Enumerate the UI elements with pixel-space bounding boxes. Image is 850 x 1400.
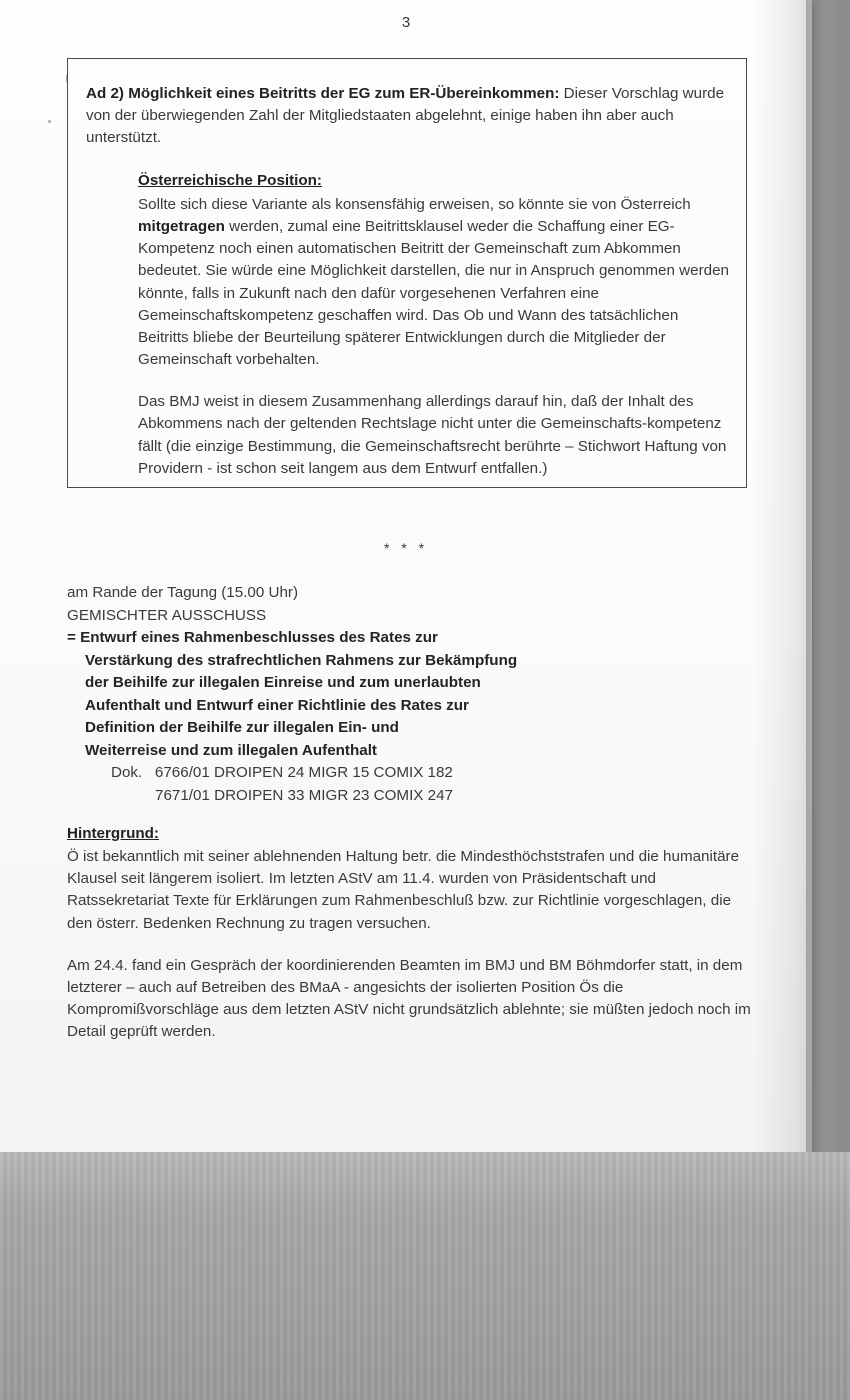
agenda-title-line: Verstärkung des strafrechtlichen Rahmens zur Bekämpfung xyxy=(85,651,518,669)
subheading-austrian-position: Österreichische Position: xyxy=(138,171,322,189)
framed-paragraph-3: Das BMJ weist in diesem Zusammenhang allerdings darauf hin, daß der Inhalt des Abkommens nach der geltenden Rechtslage nicht unter die Gemeinschafts-kompetenz fällt (die einzige Bestimmung, die Gemeinschaftsrecht berührte – Stichwort Haftung von Providern - ist schon seit langem aus dem Entwurf entfallen.) xyxy=(138,393,727,477)
background-paragraph-2: Am 24.4. fand ein Gespräch der koordinierenden Beamten im BMJ und BM Böhmdorfer statt, in dem letzterer – auch auf Betreiben des BMaA - angesichts der isolierten Position Ös die Kompromißvorschläge aus dem letzten AStV nicht grundsätzlich ablehnte; sie müßten jedoch noch im Detail geprüft werden. xyxy=(67,956,751,1041)
agenda-title-line: Definition der Beihilfe zur illegalen Ein- und xyxy=(85,719,399,736)
framed-paragraph-2 xyxy=(138,194,730,372)
document-reference-row xyxy=(155,785,757,808)
document-reference-value: 7671/01 DROIPEN 33 MIGR 23 COMIX 247 xyxy=(155,786,453,804)
section-separator: * * * xyxy=(383,540,429,556)
document-reference-row xyxy=(111,762,757,785)
framed-text-box xyxy=(67,58,747,488)
framed-paragraph-2-b: werden, zumal eine Beitrittsklausel weder die Schaffung einer EG-Kompetenz noch einen automatischen Beitritt der Gemeinschaft zum Abkommen bedeutet. Sie würde eine Möglichkeit darstellen, die nur in Anspruch genommen werden könnte, falls in Zukunft nach den dafür vorgesehenen Verfahren eine Gemeinschaftskompetenz geschaffen wird. Das Ob und Wann des tatsächlichen Beitritts bliebe der Beurteilung späterer Entwicklungen durch die Mitglieder der Gemeinschaft vorbehalten. xyxy=(138,217,729,369)
framed-paragraph-1 xyxy=(86,83,730,150)
scan-speck xyxy=(48,120,51,123)
background-heading: Hintergrund: xyxy=(67,825,159,842)
scanner-bed-background xyxy=(0,1152,850,1400)
agenda-committee-name: GEMISCHTER AUSSCHUSS xyxy=(67,606,267,624)
lower-section xyxy=(67,582,757,1044)
agenda-title-line: Weiterreise und zum illegalen Aufenthalt xyxy=(85,741,377,759)
page-number: 3 xyxy=(401,14,411,31)
agenda-line-time: am Rande der Tagung (15.00 Uhr) xyxy=(67,584,299,601)
framed-paragraph-2-a: Sollte sich diese Variante als konsensfähig erweisen, so könnte sie von Österreich xyxy=(138,195,691,213)
agenda-title-line: = Entwurf eines Rahmenbeschlusses des Rates zur xyxy=(67,629,438,646)
background-paragraph-1: Ö ist bekanntlich mit seiner ablehnenden Haltung betr. die Mindesthöchststrafen und die humanitäre Klausel seit längerem isoliert. Im letzten AStV am 11.4. wurden von Präsidentschaft und Ratssekretariat Texte für Erklärungen zum Rahmenbeschluß bzw. zur Richtlinie vorgeschlagen, die den österr. Bedenken Rechnung zu tragen versuchen. xyxy=(67,848,740,932)
background-section xyxy=(67,825,757,1044)
framed-paragraph-1-lead: Ad 2) Möglichkeit eines Beitritts der EG zum ER-Übereinkommen: xyxy=(86,85,560,102)
agenda-title-line: der Beihilfe zur illegalen Einreise und zum unerlaubten xyxy=(85,674,481,691)
agenda-title-line: Aufenthalt und Entwurf einer Richtlinie des Rates zur xyxy=(85,696,469,714)
framed-paragraph-2-emphasis: mitgetragen xyxy=(138,217,225,235)
document-reference-label: Dok. xyxy=(111,764,143,781)
framed-paragraph-1-rest: Dieser Vorschlag wurde von der überwiegenden Zahl der Mitgliedstaaten abgelehnt, einige haben ihn aber auch unterstützt. xyxy=(86,85,725,147)
document-reference-value: 6766/01 DROIPEN 24 MIGR 15 COMIX 182 xyxy=(154,764,453,781)
page-right-edge-shadow xyxy=(806,0,850,1152)
